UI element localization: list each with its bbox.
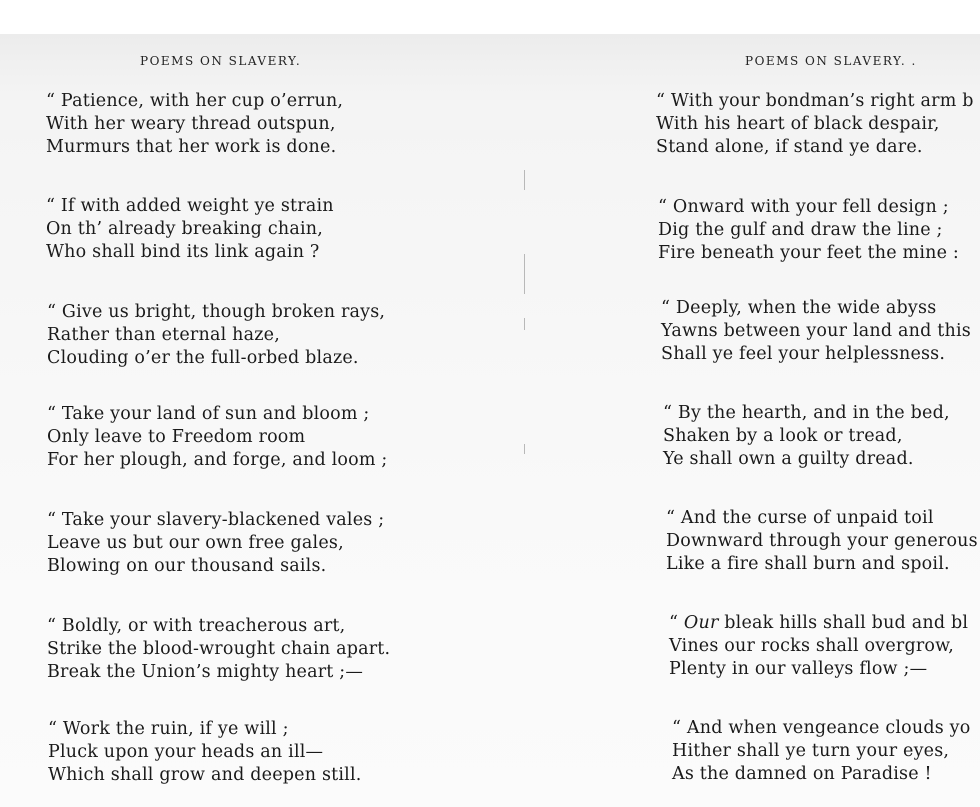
stanza <box>46 195 334 264</box>
stanza <box>672 717 971 786</box>
verse-line: As the damned on Paradise ! <box>672 764 932 784</box>
verse-line: “ By the hearth, and in the bed, <box>663 403 950 423</box>
verse-line: Plenty in our valleys flow ;— <box>669 659 928 679</box>
verse-line: “ Take your slavery-blackened vales ; <box>47 510 385 530</box>
verse-line: Leave us but our own free gales, <box>47 533 344 553</box>
stanza <box>47 509 384 578</box>
book-spread <box>0 34 980 807</box>
verse-line: Pluck upon your heads an ill— <box>48 742 324 762</box>
left-page <box>0 34 524 807</box>
verse-line: Blowing on our thousand sails. <box>47 556 327 576</box>
right-page <box>526 34 980 807</box>
stanza <box>47 301 385 370</box>
running-header: POEMS ON SLAVERY. <box>140 54 302 68</box>
verse-line: Vines our rocks shall overgrow, <box>669 636 955 656</box>
running-header: POEMS ON SLAVERY. . <box>745 54 917 68</box>
verse-line: Downward through your generous <box>666 531 978 551</box>
verse-line: For her plough, and forge, and loom ; <box>47 450 388 470</box>
verse-line: Dig the gulf and draw the line ; <box>658 220 943 240</box>
verse-line: Fire beneath your feet the mine : <box>658 243 960 263</box>
verse-line: “ And the curse of unpaid toil <box>666 508 934 528</box>
verse-line: Who shall bind its link again ? <box>46 242 320 262</box>
verse-line: Ye shall own a guilty dread. <box>663 449 914 469</box>
verse-line: Only leave to Freedom room <box>47 427 306 447</box>
verse-line: Break the Union’s mighty heart ;— <box>47 662 364 682</box>
verse-line: Shaken by a look or tread, <box>663 426 903 446</box>
verse-line: “ And when vengeance clouds yo <box>672 718 971 738</box>
stanza <box>46 90 343 159</box>
verse-line: Rather than eternal haze, <box>47 325 280 345</box>
stanza <box>656 90 974 159</box>
stanza <box>47 615 390 684</box>
gutter-mark <box>524 444 525 454</box>
verse-line: Which shall grow and deepen still. <box>48 765 362 785</box>
verse-line: “ Patience, with her cup o’errun, <box>46 91 344 111</box>
verse-line: Yawns between your land and this <box>661 321 971 341</box>
verse-line: Strike the blood-wrought chain apart. <box>47 639 391 659</box>
stanza <box>48 718 362 787</box>
gutter-mark <box>524 254 525 294</box>
stanza <box>47 403 388 472</box>
stanza <box>666 507 978 576</box>
verse-line: “ Take your land of sun and bloom ; <box>47 404 370 424</box>
top-margin <box>0 0 980 34</box>
gutter-mark <box>524 318 525 330</box>
verse-line: On th’ already breaking chain, <box>46 219 323 239</box>
verse-line: “ Give us bright, though broken rays, <box>47 302 386 322</box>
verse-line: Shall ye feel your helplessness. <box>661 344 946 364</box>
verse-line: “ Deeply, when the wide abyss <box>661 298 937 318</box>
stanza <box>663 402 950 471</box>
stanza <box>658 196 959 265</box>
verse-line: Like a fire shall burn and spoil. <box>666 554 950 574</box>
page-gutter <box>524 34 526 807</box>
verse-line: “ With your bondman’s right arm b <box>656 91 974 111</box>
verse-line: Hither shall ye turn your eyes, <box>672 741 950 761</box>
verse-line: With his heart of black despair, <box>656 114 940 134</box>
verse-line: Murmurs that her work is done. <box>46 137 337 157</box>
emphasis: Our <box>683 613 719 633</box>
verse-line: “ If with added weight ye strain <box>46 196 334 216</box>
verse-line: Clouding o’er the full-orbed blaze. <box>47 348 359 368</box>
gutter-mark <box>524 170 525 190</box>
verse-line: With her weary thread outspun, <box>46 114 336 134</box>
verse-line: “ Boldly, or with treacherous art, <box>47 616 346 636</box>
verse-line: “ Our bleak hills shall bud and bl <box>669 613 969 633</box>
verse-line: “ Work the ruin, if ye will ; <box>48 719 289 739</box>
verse-line: Stand alone, if stand ye dare. <box>656 137 923 157</box>
stanza <box>661 297 971 366</box>
stanza <box>669 612 968 681</box>
verse-line: “ Onward with your fell design ; <box>658 197 949 217</box>
